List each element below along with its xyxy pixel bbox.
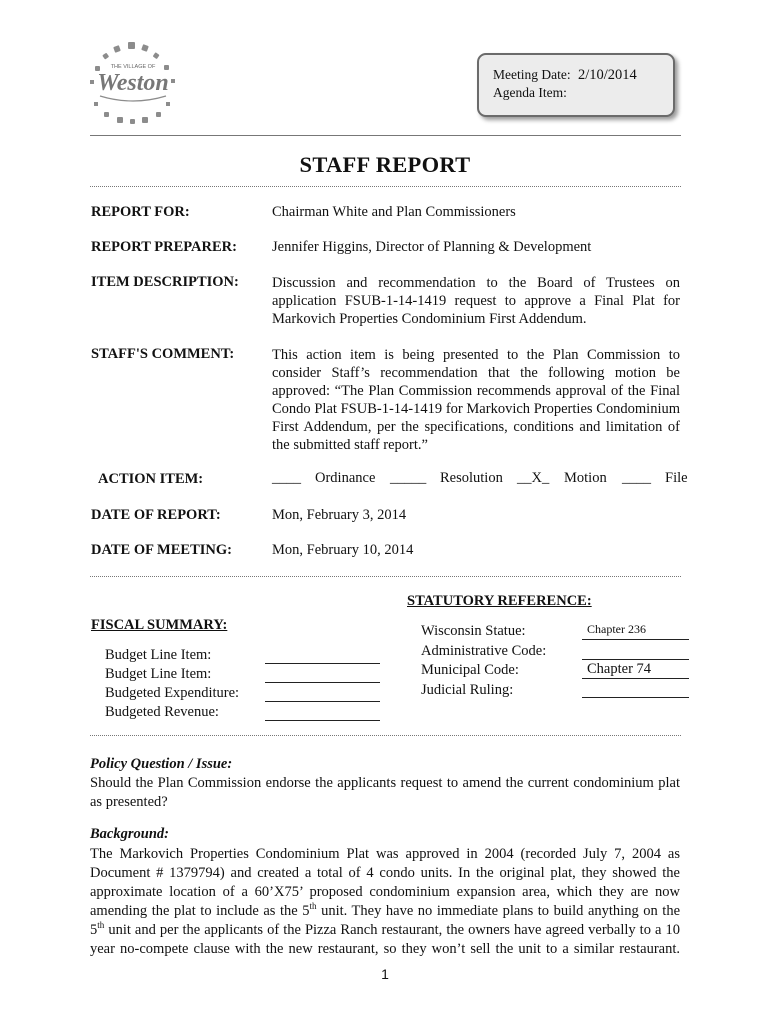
summary-divider [90,735,681,736]
wisconsin-statue-value: Chapter 236 [587,622,646,636]
fields-divider [90,576,681,577]
motion-mark: __X_ [517,470,550,486]
judicial-ruling-label: Judicial Ruling: [421,681,514,698]
policy-question-text: Should the Plan Commission endorse the applicants request to amend the current condominium plat as presented? [90,775,680,810]
budget-line-item-blank [265,663,380,664]
statutory-reference-heading: STATUTORY REFERENCE: [407,593,592,609]
file-mark: ____ [622,470,651,486]
logo-small-text: THE VILLAGE OF [110,64,156,70]
policy-question-heading: Policy Question / Issue: [90,756,233,772]
file-option: File [665,470,688,486]
administrative-code-label: Administrative Code: [421,642,547,659]
administrative-code-line [582,659,689,660]
title-divider [90,186,681,187]
action-item-label: ACTION ITEM: [98,471,204,487]
staff-comment-value: This action item is being presented to the Plan Commission to consider Staff’s recommendation that the following motion be approved: “The Plan Commission recommends approval of the Final Condo Plat FSUB-1-14-1419 for Markovich Properties Condominium First Addendum, per the specifications, conditions and limitation of the submitted staff report.” [272,347,680,453]
budget-line-item-label: Budget Line Item: [105,647,212,663]
budgeted-expenditure-blank [265,701,380,702]
municipal-code-label: Municipal Code: [421,662,519,678]
statutory-list [421,622,546,700]
header-divider [90,135,681,136]
resolution-option: Resolution [440,470,503,486]
agenda-item-label: Agenda Item: [493,85,567,100]
budgeted-revenue-blank [265,720,380,721]
staff-comment-label: STAFF'S COMMENT: [91,346,235,362]
background-heading: Background: [90,826,169,842]
village-logo [86,40,188,124]
meeting-info-box [477,53,675,117]
report-preparer-value: Jennifer Higgins, Director of Planning & Development [272,239,592,255]
fiscal-summary-heading: FISCAL SUMMARY: [91,617,228,633]
background-text: The Markovich Properties Condominium Plat was approved in 2004 (recorded July 7, 2004 as Document # 1379794) and created a total of 4 condo units. In the original plat, they showed the approximate location of a 60’X75’ proposed condominium expansion area, which they are now amending the plat to include as the 5th unit. They have no immediate plans to build anything on the 5th unit and per the applicants of the Pizza Ranch restaurant, the owners have agreed verbally to a 10 year no-compete clause with the new restaurant, so they won’t sell the unit to a similar restaurant. [90,846,681,957]
date-of-meeting-label: DATE OF MEETING: [91,542,232,558]
judicial-ruling-line [582,697,689,698]
fiscal-list [105,646,239,722]
budget-line-item-blank-2 [265,682,380,683]
ordinance-mark: ____ [272,470,301,486]
meeting-date-value: 2/10/2014 [577,67,637,83]
municipal-code-line [582,678,689,679]
budgeted-expenditure-label: Budgeted Expenditure: [105,685,240,701]
municipal-code-value: Chapter 74 [587,661,652,677]
page-title: STAFF REPORT [299,152,471,177]
report-for-value: Chairman White and Plan Commissioners [272,204,516,220]
date-of-meeting-value: Mon, February 10, 2014 [272,542,414,558]
budget-line-item-label-2: Budget Line Item: [105,666,212,682]
item-description-value: Discussion and recommendation to the Board of Trustees on application FSUB-1-14-1419 request to approve a Final Plat for Markovich Properties Condominium First Addendum. [272,275,680,327]
item-description-label: ITEM DESCRIPTION: [91,274,239,290]
meeting-date-label: Meeting Date: [493,67,571,82]
resolution-mark: _____ [390,470,427,486]
ordinance-option: Ordinance [315,470,376,486]
wisconsin-statue-label: Wisconsin Statue: [421,623,526,639]
report-preparer-label: REPORT PREPARER: [91,239,237,255]
date-of-report-value: Mon, February 3, 2014 [272,507,407,523]
budgeted-revenue-label: Budgeted Revenue: [105,704,219,720]
logo-wordmark: Weston [97,70,169,96]
wisconsin-statue-line [582,639,689,640]
page-number: 1 [381,966,389,982]
date-of-report-label: DATE OF REPORT: [91,507,221,523]
report-for-label: REPORT FOR: [91,204,190,220]
motion-option: Motion [564,470,607,486]
